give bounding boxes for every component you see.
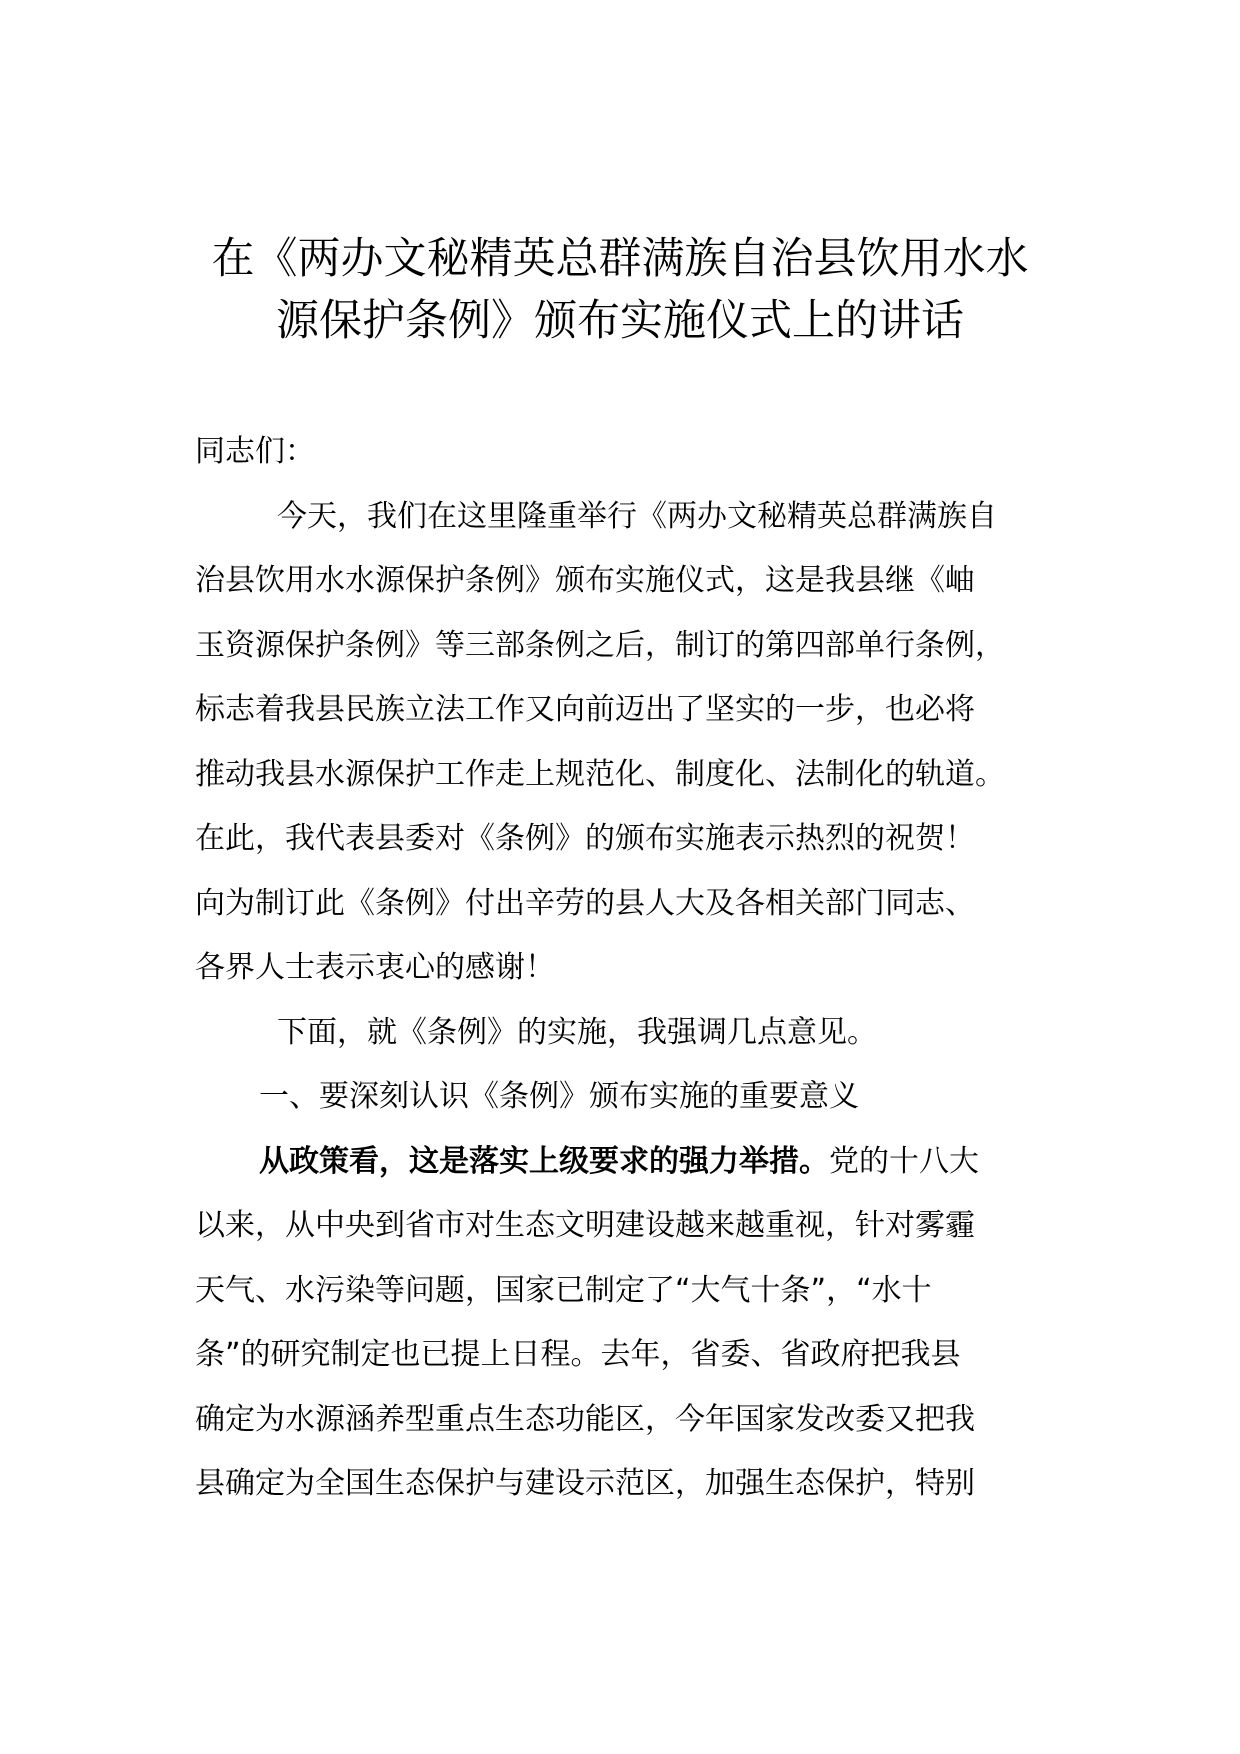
paragraph-line: 治县饮用水水源保护条例》颁布实施仪式，这是我县继《岫 [195,563,975,598]
paragraph-line: 标志着我县民族立法工作又向前迈出了坚实的一步，也必将 [195,692,975,727]
title-line: 在《两办文秘精英总群满族自治县饮用水水 [211,234,1029,284]
paragraph-line: 条”的研究制定也已提上日程。去年，省委、省政府把我县 [195,1337,961,1372]
paragraph-line: 在此，我代表县委对《条例》的颁布实施表示热烈的祝贺！ [195,821,975,856]
paragraph-line: 县确定为全国生态保护与建设示范区，加强生态保护，特别 [195,1466,975,1501]
paragraph-line: 今天，我们在这里隆重举行《两办文秘精英总群满族自 [277,498,997,534]
paragraph-line: 向为制订此《条例》付出辛劳的县人大及各相关部门同志、 [195,885,975,921]
title-line: 源保护条例》颁布实施仪式上的讲话 [276,296,964,346]
paragraph-line [195,1130,1135,1195]
paragraph-text: 党的十八大 [829,1143,979,1179]
paragraph-line: 各界人士表示衷心的感谢！ [195,950,555,985]
document-body [195,420,1135,1517]
paragraph-line: 推动我县水源保护工作走上规范化、制度化、法制化的轨道。 [195,756,1005,792]
paragraph-line: 以来，从中央到省市对生态文明建设越来越重视，针对雾霾 [195,1208,975,1243]
section-heading: 一、要深刻认识《条例》颁布实施的重要意义 [259,1079,859,1114]
paragraph-line: 确定为水源涵养型重点生态功能区，今年国家发改委又把我 [195,1401,975,1437]
lead-sentence: 从政策看，这是落实上级要求的强力举措。 [259,1143,829,1179]
salutation: 同志们： [195,434,315,469]
paragraph-line: 玉资源保护条例》等三部条例之后，制订的第四部单行条例， [195,627,1005,663]
paragraph-line: 天气、水污染等问题，国家已制定了“大气十条”，“水十 [195,1272,932,1308]
document-title [160,228,1080,352]
paragraph-line: 下面，就《条例》的实施，我强调几点意见。 [277,1014,877,1050]
